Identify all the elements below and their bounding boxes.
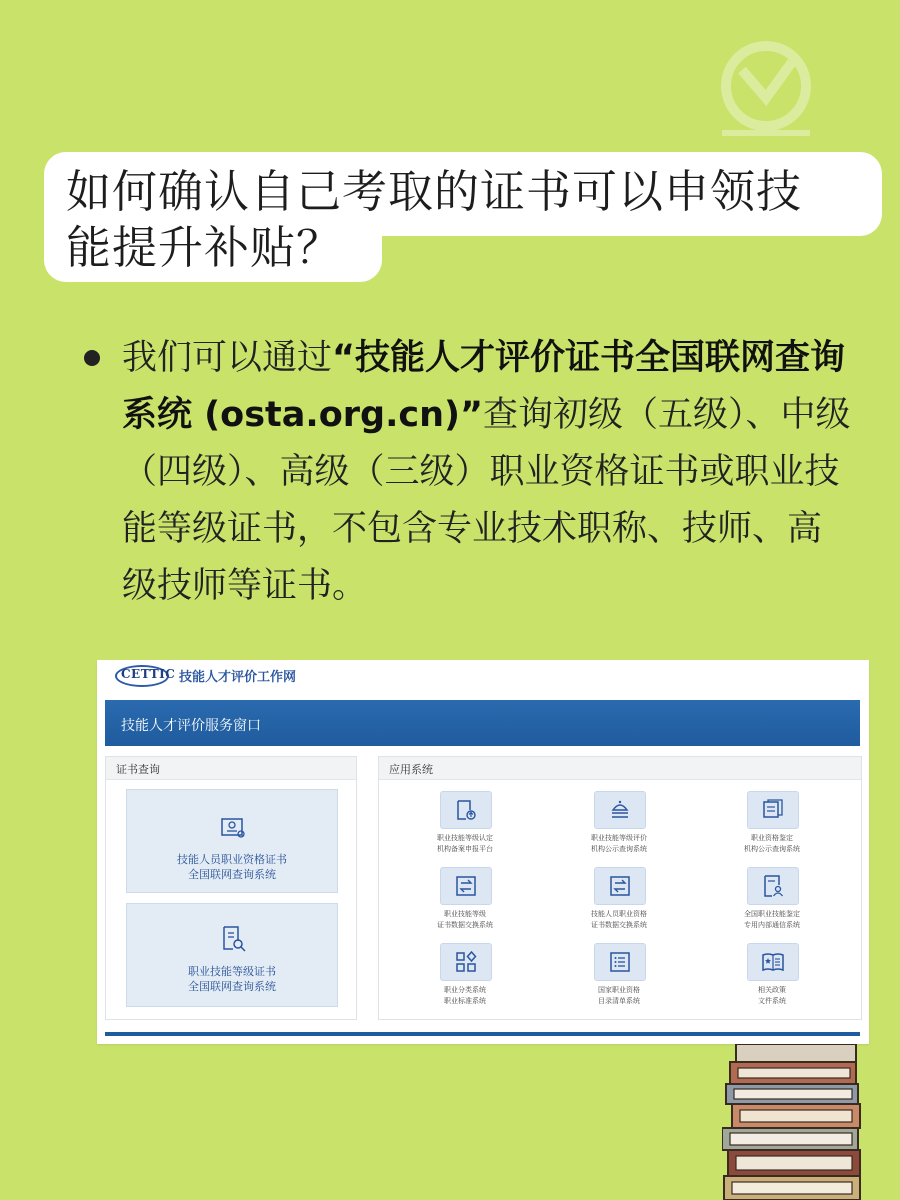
person-document-icon [761,874,785,898]
exchange-icon [454,874,478,898]
application-systems-panel [378,756,862,1020]
app-item-qualification-catalog[interactable] [549,943,689,1013]
certificate-icon [219,814,247,842]
upload-document-icon [454,798,478,822]
app-item-appraisal-publicity[interactable] [702,791,842,861]
app-label-line2: 机构备案申报平台 [437,845,493,853]
bell-list-icon [608,798,632,822]
app-label-line2: 专用内部通信系统 [744,921,800,929]
watermark-logo-icon [712,40,820,140]
app-label-line1: 技能人员职业资格 [591,910,647,918]
app-label-line2: 文件系统 [758,997,786,1005]
policy-book-icon [761,950,785,974]
grid-icon [454,950,478,974]
app-label-line1: 职业技能等级 [444,910,486,918]
body-intro: 我们可以通过 [122,338,333,378]
app-label-line2: 证书数据交换系统 [591,921,647,929]
app-item-policy-documents[interactable] [702,943,842,1013]
documents-icon [761,798,785,822]
service-banner [105,700,860,746]
card-label-line2: 全国联网查询系统 [188,868,276,881]
app-label-line2: 职业标准系统 [444,997,486,1005]
card-label-line1: 职业技能等级证书 [188,965,276,978]
card-label-line1: 技能人员职业资格证书 [177,853,287,866]
app-label-line1: 职业资格鉴定 [751,834,793,842]
app-label-line1: 职业技能等级认定 [437,834,493,842]
title-bubble [44,152,882,282]
app-label-line2: 机构公示查询系统 [744,845,800,853]
panel-heading: 应用系统 [389,763,433,776]
body-highlight-link: “技能人才评价证书全国联网查询系统 (osta.org.cn)” [122,338,846,435]
app-item-occupation-classification[interactable] [395,943,535,1013]
app-label-line1: 相关政策 [758,986,786,994]
app-item-skill-data-exchange[interactable] [395,867,535,937]
app-item-internal-communication[interactable] [702,867,842,937]
app-label-line1: 职业分类系统 [444,986,486,994]
bullet-dot [84,350,100,366]
list-icon [608,950,632,974]
app-item-evaluation-publicity[interactable] [549,791,689,861]
banner-title: 技能人才评价服务窗口 [121,718,261,734]
app-label-line1: 职业技能等级评价 [591,834,647,842]
book-stack-illustration [722,1044,862,1200]
body-detail: 查询初级（五级）、中级（四级）、高级（三级）职业资格证书或职业技能等级证书，不包含专业技术职称、技师、高级技师等证书。 [122,395,851,606]
app-label-line1: 国家职业资格 [598,986,640,994]
title-line-1: 如何确认自己考取的证书可以申领技 [66,165,803,218]
footer-bar [105,1032,860,1036]
app-label-line1: 全国职业技能鉴定 [744,910,800,918]
app-item-filing-platform[interactable] [395,791,535,861]
site-title[interactable]: 技能人才评价工作网 [179,670,297,685]
site-header [97,660,869,690]
vocational-qualification-query-card[interactable] [126,789,338,893]
app-item-qualification-data-exchange[interactable] [549,867,689,937]
exchange-icon [608,874,632,898]
app-label-line2: 证书数据交换系统 [437,921,493,929]
skill-level-query-card[interactable] [126,903,338,1007]
panel-heading: 证书查询 [116,763,160,776]
app-label-line2: 目录清单系统 [598,997,640,1005]
app-label-line2: 机构公示查询系统 [591,845,647,853]
title-line-2: 能提升补贴？ [66,221,343,274]
card-label-line2: 全国联网查询系统 [188,980,276,993]
certificate-query-panel [105,756,357,1020]
logo-text: CETTIC [121,667,176,681]
website-screenshot [97,660,869,1044]
body-paragraph [122,330,852,615]
document-search-icon [219,924,247,952]
page-title [66,164,866,276]
